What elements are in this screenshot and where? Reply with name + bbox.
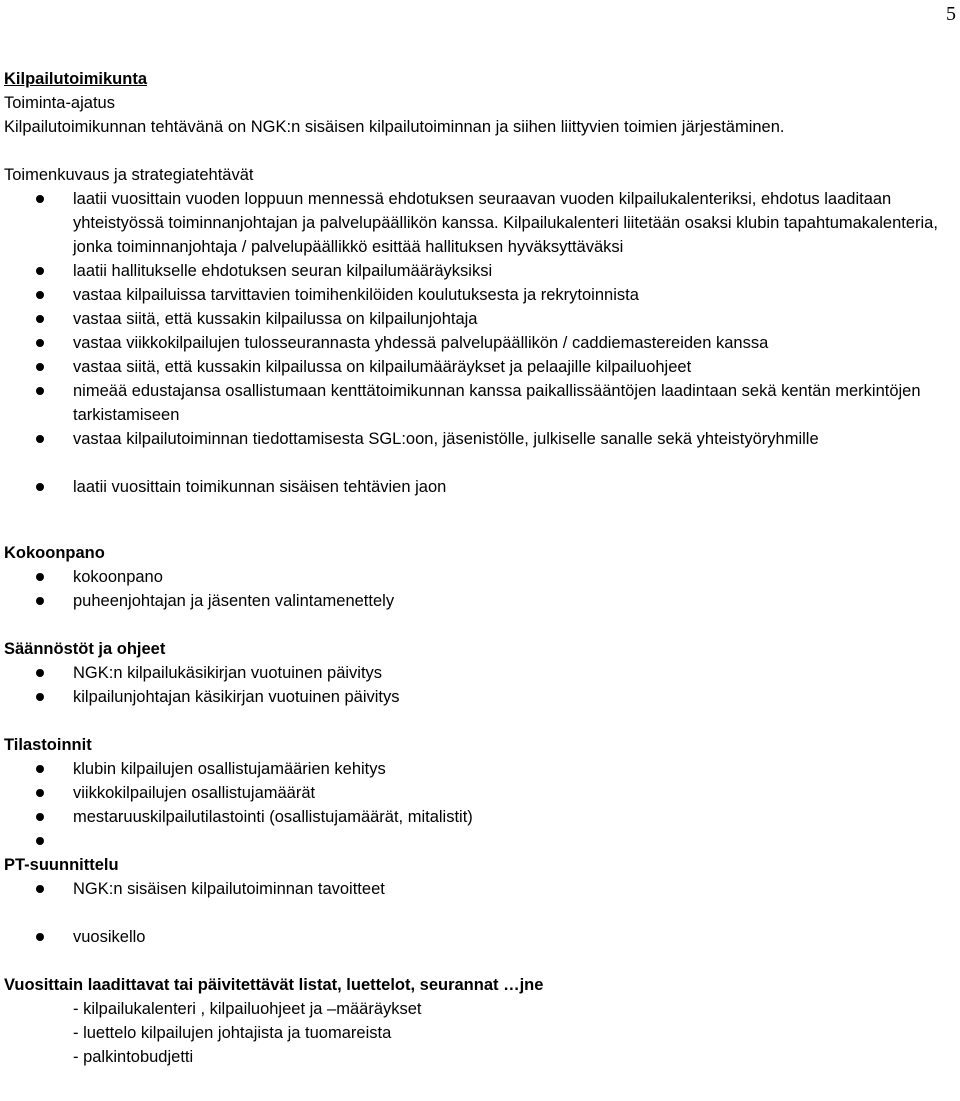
annual-lists-list	[4, 997, 944, 1069]
list-item: laatii vuosittain toimikunnan sisäisen tehtävien jaon	[4, 475, 944, 499]
list-item: laatii vuosittain vuoden loppuun mennessä ehdotuksen seuraavan vuoden kilpailukalenteriksi, ehdotus laaditaan yhteistyössä toiminnanjohtajan ja palvelupäällikön kanssa. Kilpailukalenteri liitetään osaksi klubin tapahtumakalenteria, jonka toiminnanjohtaja / palvelupäällikkö esittää hallituksen hyväksyttäväksi	[4, 187, 944, 259]
list-item: vastaa viikkokilpailujen tulosseurannasta yhdessä palvelupäällikön / caddiemastereiden kanssa	[4, 331, 944, 355]
list-item: vastaa siitä, että kussakin kilpailussa on kilpailunjohtaja	[4, 307, 944, 331]
committee-title: Kilpailutoimikunta	[4, 70, 148, 88]
list-item: - kilpailukalenteri , kilpailuohjeet ja –määräykset	[73, 1000, 422, 1018]
planning-list	[4, 877, 944, 901]
composition-heading: Kokoonpano	[4, 544, 105, 562]
list-item: NGK:n kilpailukäsikirjan vuotuinen päivitys	[4, 661, 944, 685]
tasks-list	[4, 187, 944, 451]
list-item: puheenjohtajan ja jäsenten valintamenettely	[4, 589, 944, 613]
committee-mission: Kilpailutoimikunnan tehtävänä on NGK:n sisäisen kilpailutoiminnan ja siihen liittyvien toimien järjestäminen.	[4, 118, 785, 136]
list-item: - luettelo kilpailujen johtajista ja tuomareista	[73, 1024, 392, 1042]
planning-heading: PT-suunnittelu	[4, 856, 119, 874]
list-item: klubin kilpailujen osallistujamäärien kehitys	[4, 757, 944, 781]
list-item: - palkintobudjetti	[73, 1048, 194, 1066]
list-item: kilpailunjohtajan käsikirjan vuotuinen päivitys	[4, 685, 944, 709]
statistics-list	[4, 757, 944, 853]
planning-list-2	[4, 925, 944, 949]
list-item: nimeää edustajansa osallistumaan kenttätoimikunnan kanssa paikallissääntöjen laadintaan sekä kentän merkintöjen tarkistamiseen	[4, 379, 944, 427]
annual-lists-heading: Vuosittain laadittavat tai päivitettävät listat, luettelot, seurannat …jne	[4, 976, 544, 994]
list-item: laatii hallitukselle ehdotuksen seuran kilpailumääräyksiksi	[4, 259, 944, 283]
list-item	[4, 829, 944, 853]
committee-subtitle: Toiminta-ajatus	[4, 94, 115, 112]
list-item: vastaa siitä, että kussakin kilpailussa on kilpailumääräykset ja pelaajille kilpailuohjeet	[4, 355, 944, 379]
statistics-heading: Tilastoinnit	[4, 736, 92, 754]
list-item: vastaa kilpailuissa tarvittavien toimihenkilöiden koulutuksesta ja rekrytoinnista	[4, 283, 944, 307]
list-item: NGK:n sisäisen kilpailutoiminnan tavoitteet	[4, 877, 944, 901]
document-body	[4, 67, 944, 1069]
composition-list	[4, 565, 944, 613]
list-item: vastaa kilpailutoiminnan tiedottamisesta SGL:oon, jäsenistölle, julkiselle sanalle sekä yhteistyöryhmille	[4, 427, 944, 451]
list-item: mestaruuskilpailutilastointi (osallistujamäärät, mitalistit)	[4, 805, 944, 829]
tasks-heading: Toimenkuvaus ja strategiatehtävät	[4, 166, 254, 184]
rules-heading: Säännöstöt ja ohjeet	[4, 640, 166, 658]
list-item: viikkokilpailujen osallistujamäärät	[4, 781, 944, 805]
page-number: 5	[946, 3, 956, 25]
list-item: kokoonpano	[4, 565, 944, 589]
list-item: vuosikello	[4, 925, 944, 949]
rules-list	[4, 661, 944, 709]
tasks-list-last	[4, 475, 944, 499]
